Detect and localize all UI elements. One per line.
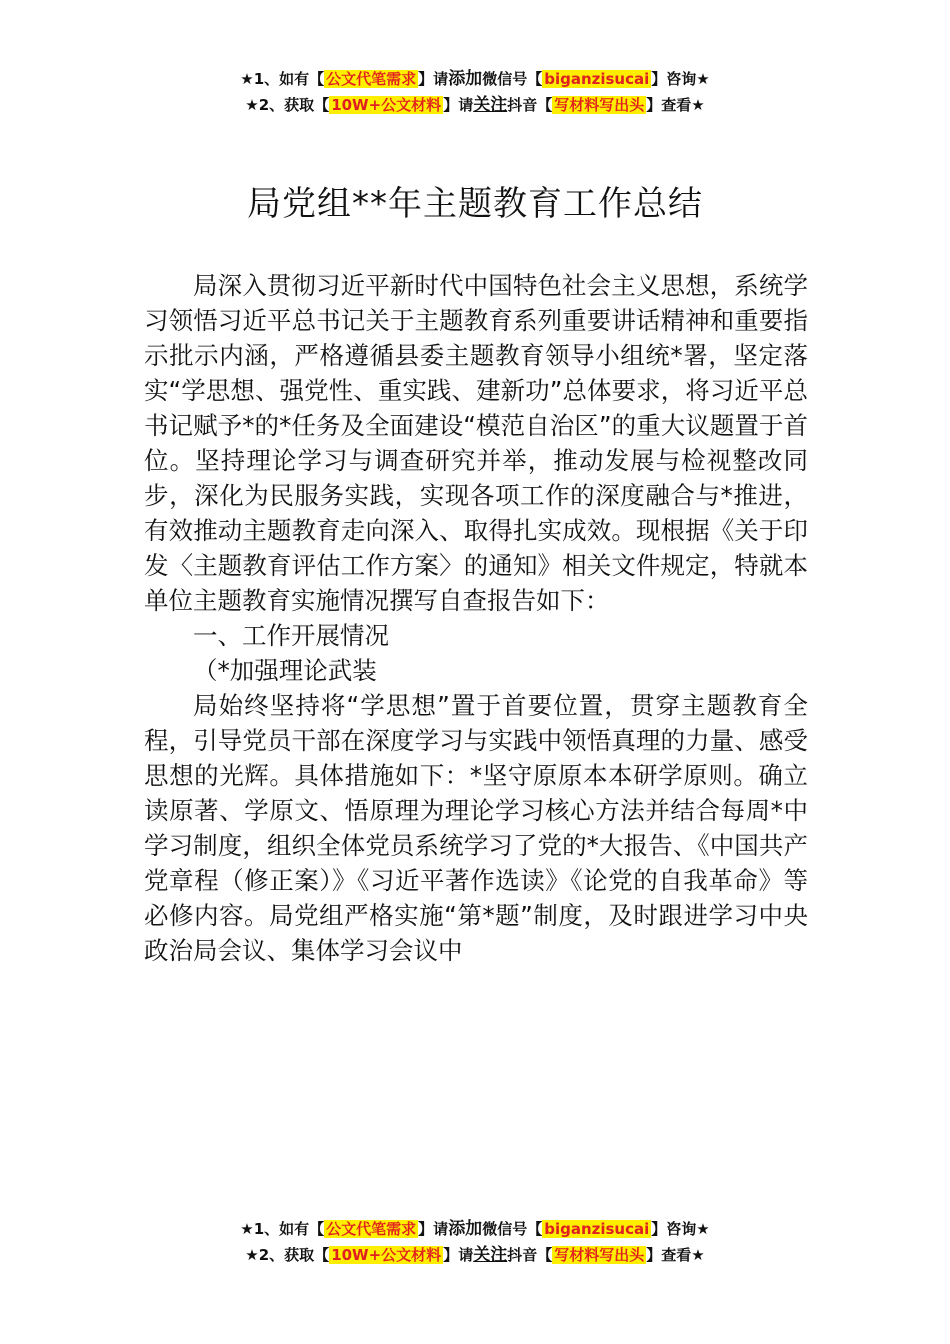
highlight-service: 公文代笔需求: [326, 1220, 417, 1238]
footer-line-1: ★1、如有【 公文代笔需求 】请添加微信号【 biganzisucai 】咨询★: [240, 1219, 710, 1239]
banner-line-1: ★1、如有【 公文代笔需求 】请添加微信号【 biganzisucai 】咨询★: [240, 69, 710, 89]
section-heading-1: 一、工作开展情况: [193, 621, 389, 650]
document-body: [144, 268, 808, 968]
subsection-heading-1: （*加强理论武装: [193, 656, 377, 685]
body-paragraph: 局始终坚持将“学思想”置于首要位置，贯穿主题教育全程，引导党员干部在深度学习与实践中领悟真理的力量、感受思想的光辉。具体措施如下：*坚守原原本本研学原则。确立读原著、学原文、悟原理为理论学习核心方法并结合每周*中学习制度，组织全体党员系统学习了党的*大报告、《中国共产党章程（修正案）》《习近平著作选读》《论党的自我革命》等必修内容。局党组严格实施“第*题”制度，及时跟进学习中央政治局会议、集体学习会议中: [144, 691, 808, 965]
highlight-materials: 10W+公文材料: [331, 96, 442, 114]
highlight-materials: 10W+公文材料: [331, 1246, 442, 1264]
highlight-service: 公文代笔需求: [326, 70, 417, 88]
highlight-wechat-id: biganzisucai: [544, 70, 650, 88]
header-banner: [0, 66, 950, 118]
footer-banner: [0, 1216, 950, 1268]
banner-line-2: ★2、获取【 10W+公文材料 】请关注抖音【 写材料写出头 】查看★: [245, 95, 705, 115]
highlight-wechat-id: biganzisucai: [544, 1220, 650, 1238]
highlight-douyin: 写材料写出头: [554, 1246, 645, 1264]
intro-paragraph: 局深入贯彻习近平新时代中国特色社会主义思想，系统学习领悟习近平总书记关于主题教育系列重要讲话精神和重要指示批示内涵，严格遵循县委主题教育领导小组统*署，坚定落实“学思想、强党性、重实践、建新功”总体要求，将习近平总书记赋予*的*任务及全面建设“模范自治区”的重大议题置于首位。坚持理论学习与调查研究并举，推动发展与检视整改同步，深化为民服务实践，实现各项工作的深度融合与*推进，有效推动主题教育走向深入、取得扎实成效。现根据《关于印发〈主题教育评估工作方案〉的通知》相关文件规定，特就本单位主题教育实施情况撰写自查报告如下：: [144, 271, 808, 615]
highlight-douyin: 写材料写出头: [554, 96, 645, 114]
footer-line-2: ★2、获取【 10W+公文材料 】请关注抖音【 写材料写出头 】查看★: [245, 1245, 705, 1265]
document-title: 局党组**年主题教育工作总结: [247, 184, 703, 224]
